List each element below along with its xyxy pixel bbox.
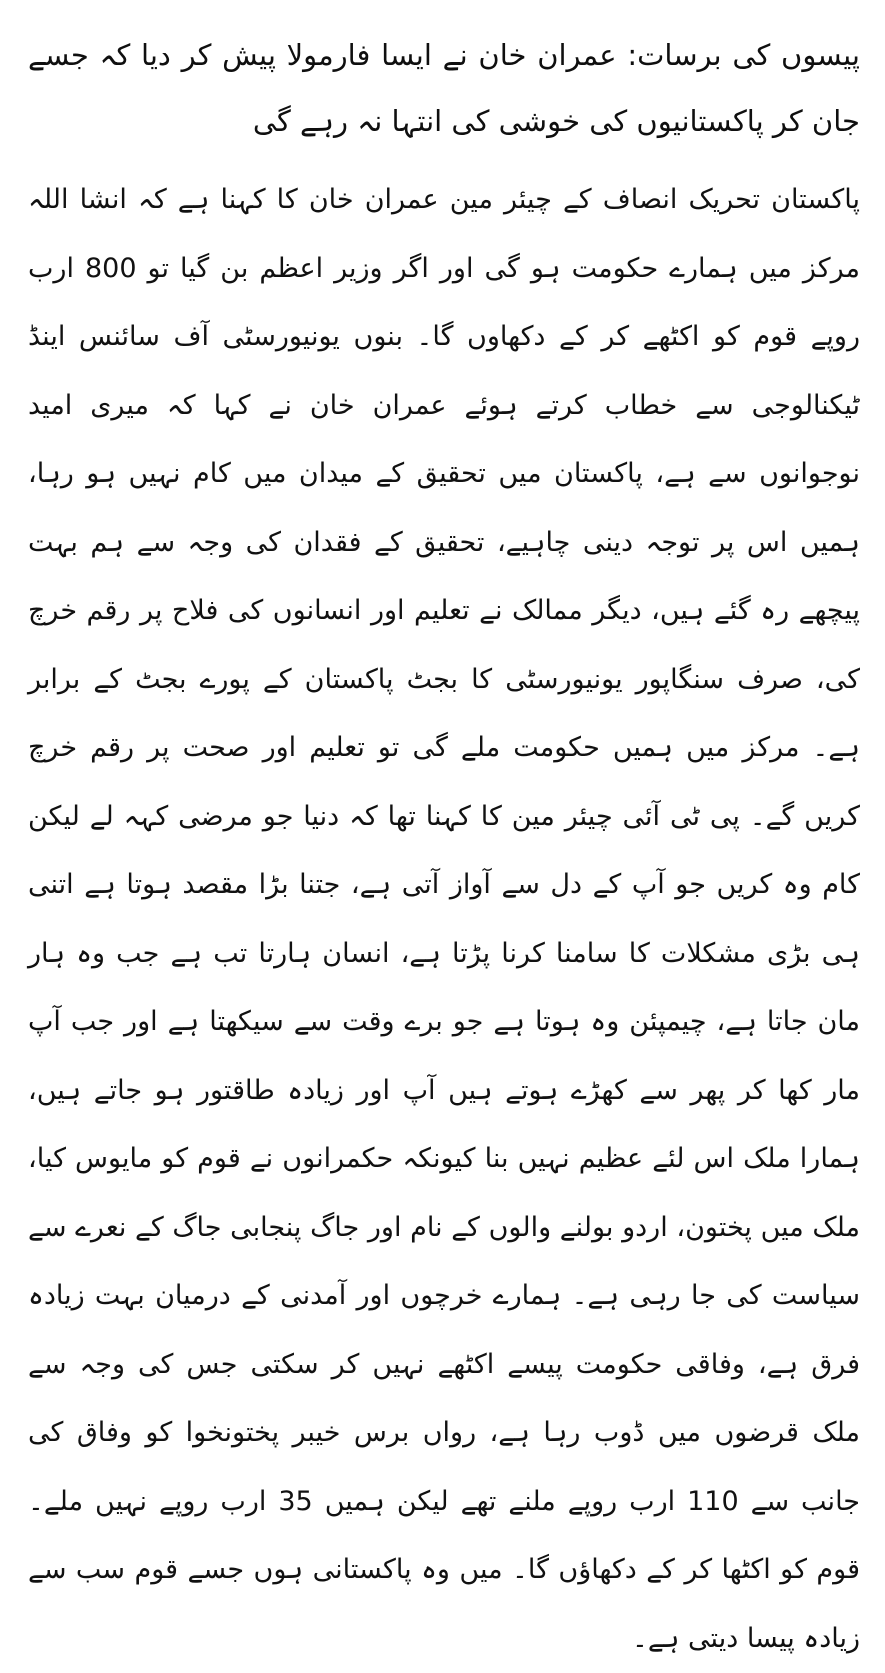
article-headline: پیسوں کی برسات: عمران خان نے ایسا فارمولا پیش کر دیا کہ جسے جان کر پاکستانیوں کی خوشی کی انتہا نہ رہے گی bbox=[28, 38, 860, 138]
news-article bbox=[28, 22, 860, 1673]
article-body: پاکستان تحریک انصاف کے چیئر مین عمران خان کا کہنا ہے کہ انشا اللہ مرکز میں ہمارے حکومت ہو گی اور اگر وزیر اعظم بن گیا تو 800 ارب روپے قوم کو اکٹھے کر کے دکھاوں گا۔ بنوں یونیورسٹی آف سائنس اینڈ ٹیکنالوجی سے خطاب کرتے ہوئے عمران خان نے کہا کہ میری امید نوجوانوں سے ہے، پاکستان میں تحقیق کے میدان میں کام نہیں ہو رہا، ہمیں اس پر توجہ دینی چاہیے، تحقیق کے فقدان کی وجہ سے ہم بہت پیچھے رہ گئے ہیں، دیگر ممالک نے تعلیم اور انسانوں کی فلاح پر رقم خرچ کی، صرف سنگاپور یونیورسٹی کا بجٹ پاکستان کے پورے بجٹ کے برابر ہے۔ مرکز میں ہمیں حکومت ملے گی تو تعلیم اور صحت پر رقم خرچ کریں گے۔ پی ٹی آئی چیئر مین کا کہنا تھا کہ دنیا جو مرضی کہہ لے لیکن کام وہ کریں جو آپ کے دل سے آواز آتی ہے، جتنا بڑا مقصد ہوتا ہے اتنی ہی بڑی مشکلات کا سامنا کرنا پڑتا ہے، انسان ہارتا تب ہے جب وہ ہار مان جاتا ہے، چیمپئن وہ ہوتا ہے جو برے وقت سے سیکھتا ہے اور جب آپ مار کھا کر پھر سے کھڑے ہوتے ہیں آپ اور زیادہ طاقتور ہو جاتے ہیں، ہمارا ملک اس لئے عظیم نہیں بنا کیونکہ حکمرانوں نے قوم کو مایوس کیا، ملک میں پختون، اردو بولنے والوں کے نام اور جاگ پنجابی جاگ کے نعرے سے سیاست کی جا رہی ہے۔ ہمارے خرچوں اور آمدنی کے درمیان بہت زیادہ فرق ہے، وفاقی حکومت پیسے اکٹھے نہیں کر سکتی جس کی وجہ سے ملک قرضوں میں ڈوب رہا ہے، رواں برس خیبر پختونخوا کو وفاق کی جانب سے 110 ارب روپے ملنے تھے لیکن ہمیں 35 ارب روپے نہیں ملے۔ قوم کو اکٹھا کر کے دکھاؤں گا۔ میں وہ پاکستانی ہوں جسے قوم سب سے زیادہ پیسا دیتی ہے۔ bbox=[28, 184, 860, 1654]
